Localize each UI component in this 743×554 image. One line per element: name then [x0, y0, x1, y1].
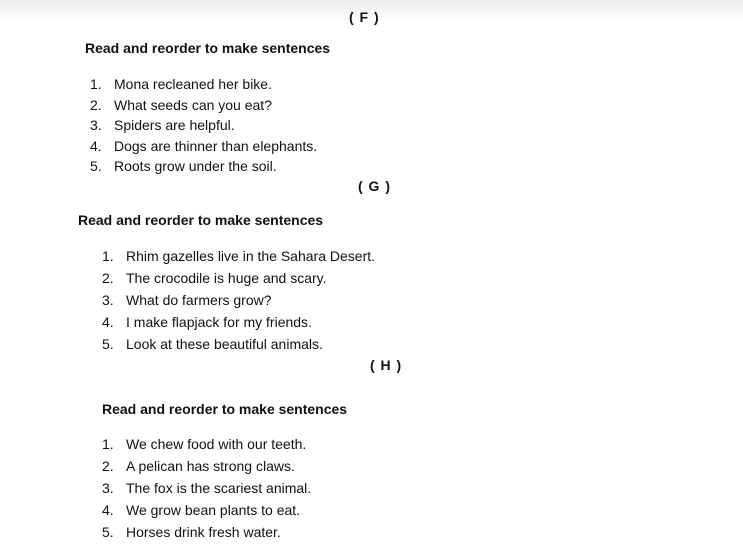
item-number: 1.	[90, 76, 102, 92]
section-label: ( F )	[349, 9, 380, 25]
sentence-list	[102, 245, 375, 355]
item-text: Roots grow under the soil.	[114, 158, 277, 174]
item-text: Mona recleaned her bike.	[114, 76, 272, 92]
item-number: 2.	[102, 270, 114, 286]
item-number: 5.	[90, 158, 102, 174]
list-item	[102, 311, 375, 333]
item-number: 5.	[102, 336, 114, 352]
item-text: We chew food with our teeth.	[126, 436, 307, 452]
list-item	[90, 115, 317, 136]
list-item	[102, 333, 375, 355]
item-text: Rhim gazelles live in the Sahara Desert.	[126, 248, 376, 264]
list-item	[90, 156, 317, 177]
item-text: Spiders are helpful.	[114, 117, 235, 133]
item-text: Dogs are thinner than elephants.	[114, 137, 318, 154]
sentence-list	[90, 74, 317, 177]
section-heading: Read and reorder to make sentences	[85, 40, 331, 56]
list-item	[102, 267, 375, 289]
section-heading: Read and reorder to make sentences	[102, 401, 348, 417]
item-number: 3.	[90, 117, 102, 133]
item-text: What do farmers grow?	[126, 292, 272, 308]
item-text: The crocodile is huge and scary.	[126, 270, 327, 286]
item-number: 1.	[102, 248, 114, 264]
section-label: ( H )	[370, 357, 403, 373]
list-item	[102, 245, 375, 267]
item-number: 4.	[102, 502, 114, 518]
item-number: 2.	[102, 458, 114, 474]
item-text: Look at these beautiful animals.	[126, 336, 323, 352]
list-item	[90, 95, 317, 116]
list-item	[102, 433, 311, 455]
item-text: We grow bean plants to eat.	[126, 502, 301, 518]
item-number: 5.	[102, 524, 114, 540]
list-item	[102, 499, 311, 521]
sentence-list	[102, 433, 311, 543]
item-number: 4.	[90, 137, 102, 154]
list-item	[102, 477, 311, 499]
list-item	[102, 289, 375, 311]
list-item	[102, 521, 311, 543]
item-number: 4.	[102, 314, 114, 330]
section-label: ( G )	[358, 178, 391, 194]
list-item	[90, 136, 317, 157]
item-text: The fox is the scariest animal.	[126, 480, 312, 496]
list-item	[90, 74, 317, 95]
item-text: Horses drink fresh water.	[126, 524, 281, 540]
item-text: What seeds can you eat?	[114, 96, 272, 113]
item-number: 2.	[90, 96, 102, 113]
item-number: 1.	[102, 436, 114, 452]
item-number: 3.	[102, 292, 114, 308]
section-heading: Read and reorder to make sentences	[78, 212, 324, 228]
item-text: I make flapjack for my friends.	[126, 314, 312, 330]
item-number: 3.	[102, 480, 114, 496]
item-text: A pelican has strong claws.	[126, 458, 295, 474]
list-item	[102, 455, 311, 477]
